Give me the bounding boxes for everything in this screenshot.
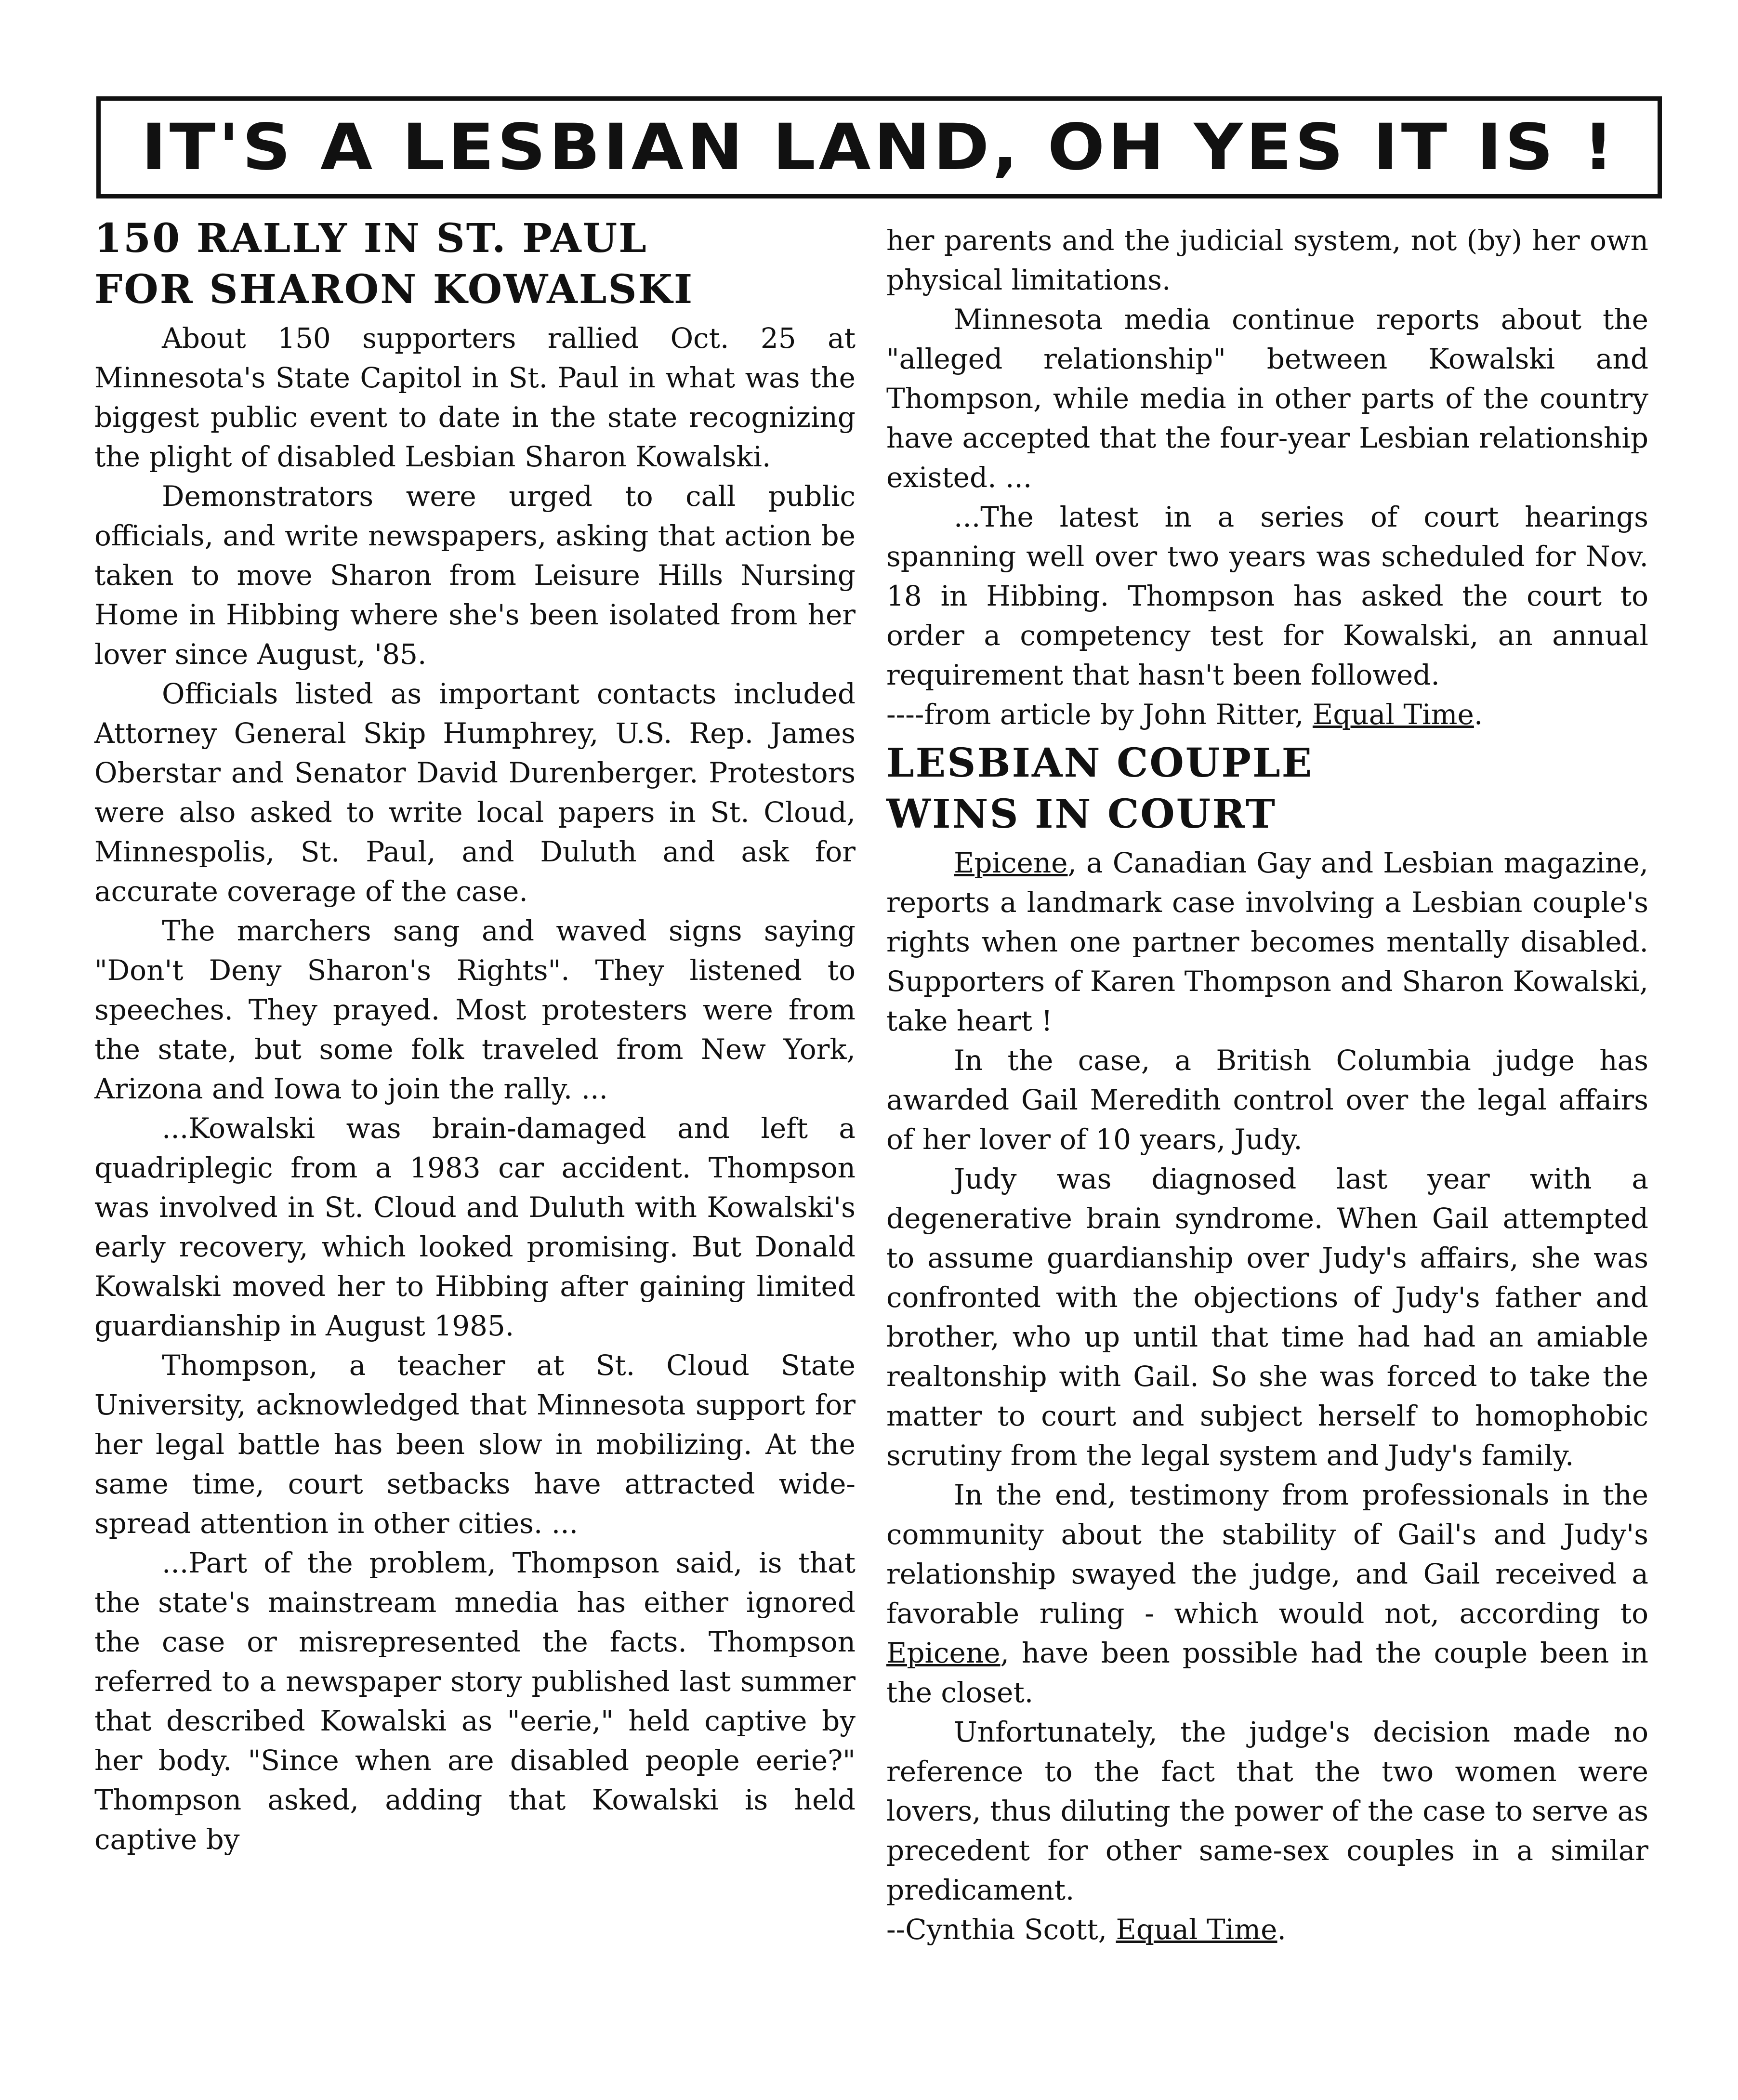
article1-paragraph: Officials listed as important contacts included Attorney General Skip Humphrey, U.S. Rep. James Oberstar and Senator David Durenberger. Protestors were also asked to write local papers in St. Cloud, Minnespolis, St. Paul, and Duluth and ask for accurate coverage of the case. xyxy=(94,677,856,908)
article1-credit xyxy=(886,695,1648,734)
article1-paragraph: The marchers sang and waved signs saying "Don't Deny Sharon's Rights". They listened to speeches. They prayed. Most protesters were from the state, but some folk traveled from New York, Arizona and Iowa to join the rally. ... xyxy=(94,914,856,1105)
article2-paragraph xyxy=(886,843,1648,1041)
title-banner xyxy=(96,96,1662,198)
article2-p4-end: , have been possible had the couple been in the closet. xyxy=(886,1637,1648,1709)
article2-credit-source: Equal Time xyxy=(1116,1913,1277,1946)
article1-continuation: her parents and the judicial system, not (by) her own physical limitations. xyxy=(886,224,1648,296)
article2-headline xyxy=(886,739,1648,838)
article2-headline-line1: LESBIAN COUPLE xyxy=(886,740,1314,786)
article1-credit-prefix: ----from article by John Ritter, xyxy=(886,698,1313,731)
article2-p1-source: Epicene xyxy=(954,846,1068,879)
article2-paragraph xyxy=(886,1475,1648,1712)
article1-paragraph: Thompson, a teacher at St. Cloud State University, acknowledged that Minnesota support for her legal battle has been slow in mobilizing. At the same time, court setbacks have attracted wide-spread attention in other cities. ... xyxy=(94,1349,856,1540)
article2-credit-suffix: . xyxy=(1277,1913,1286,1946)
article1-paragraph: Minnesota media continue reports about the "alleged relationship" between Kowalski and Thompson, while media in other parts of the country have accepted that the four-year Lesbian relationship existed. ... xyxy=(886,303,1648,494)
article1-credit-source: Equal Time xyxy=(1312,698,1474,731)
article2-headline-line2: WINS IN COURT xyxy=(886,791,1277,837)
article1-headline-line2: FOR SHARON KOWALSKI xyxy=(94,266,694,313)
article1-credit-suffix: . xyxy=(1474,698,1483,731)
article2-paragraph: Unfortunately, the judge's decision made no reference to the fact that the two women were lovers, thus diluting the power of the case to serve as precedent for other same-sex couples in a similar predicament. xyxy=(886,1716,1648,1906)
article2-paragraph: Judy was diagnosed last year with a degenerative brain syndrome. When Gail attempted to assume guardianship over Judy's affairs, she was confronted with the objections of Judy's father and brother, who up until that time had had an amiable realtonship with Gail. So she was forced to take the matter to court and subject herself to homophobic scrutiny from the legal system and Judy's family. xyxy=(886,1162,1648,1472)
article1-headline xyxy=(94,214,856,314)
article2-p1-rest: , a Canadian Gay and Lesbian magazine, reports a landmark case involving a Lesbian couple's rights when one partner becomes mentally disabled. Supporters of Karen Thompson and Sharon Kowalski, take heart ! xyxy=(886,846,1648,1037)
article2-credit xyxy=(886,1910,1648,1949)
right-column xyxy=(886,221,1648,1949)
left-column xyxy=(94,214,856,1859)
article2-credit-prefix: --Cynthia Scott, xyxy=(886,1913,1116,1946)
article1-paragraph: About 150 supporters rallied Oct. 25 at Minnesota's State Capitol in St. Paul in what was the biggest public event to date in the state recognizing the plight of disabled Lesbian Sharon Kowalski. xyxy=(94,322,856,473)
article1-paragraph: ...Part of the problem, Thompson said, is that the state's mainstream mnedia has either ignored the case or misrepresented the facts. Thompson referred to a newspaper story published last summer that described Kowalski as "eerie," held captive by her body. "Since when are disabled people eerie?" Thompson asked, adding that Kowalski is held captive by xyxy=(94,1546,856,1856)
article2-paragraph: In the case, a British Columbia judge has awarded Gail Meredith control over the legal affairs of her lover of 10 years, Judy. xyxy=(886,1044,1648,1156)
banner-title: IT'S A LESBIAN LAND, OH YES IT IS ! xyxy=(141,110,1617,185)
article2-p4-source: Epicene xyxy=(886,1637,1001,1669)
article1-headline-line1: 150 RALLY IN ST. PAUL xyxy=(94,215,648,262)
article2-p4-start: In the end, testimony from professionals in the community about the stability of Gail's and Judy's relationship swayed the judge, and Gail received a favorable ruling - which would not, according to xyxy=(886,1479,1648,1630)
article1-paragraph: Demonstrators were urged to call public officials, and write newspapers, asking that action be taken to move Sharon from Leisure Hills Nursing Home in Hibbing where she's been isolated from her lover since August, '85. xyxy=(94,480,856,671)
article1-paragraph: ...Kowalski was brain-damaged and left a quadriplegic from a 1983 car accident. Thompson was involved in St. Cloud and Duluth with Kowalski's early recovery, which looked promising. But Donald Kowalski moved her to Hibbing after gaining limited guardianship in August 1985. xyxy=(94,1112,856,1342)
article1-paragraph: ...The latest in a series of court hearings spanning well over two years was scheduled for Nov. 18 in Hibbing. Thompson has asked the court to order a competency test for Kowalski, an annual requirement that hasn't been followed. xyxy=(886,501,1648,691)
